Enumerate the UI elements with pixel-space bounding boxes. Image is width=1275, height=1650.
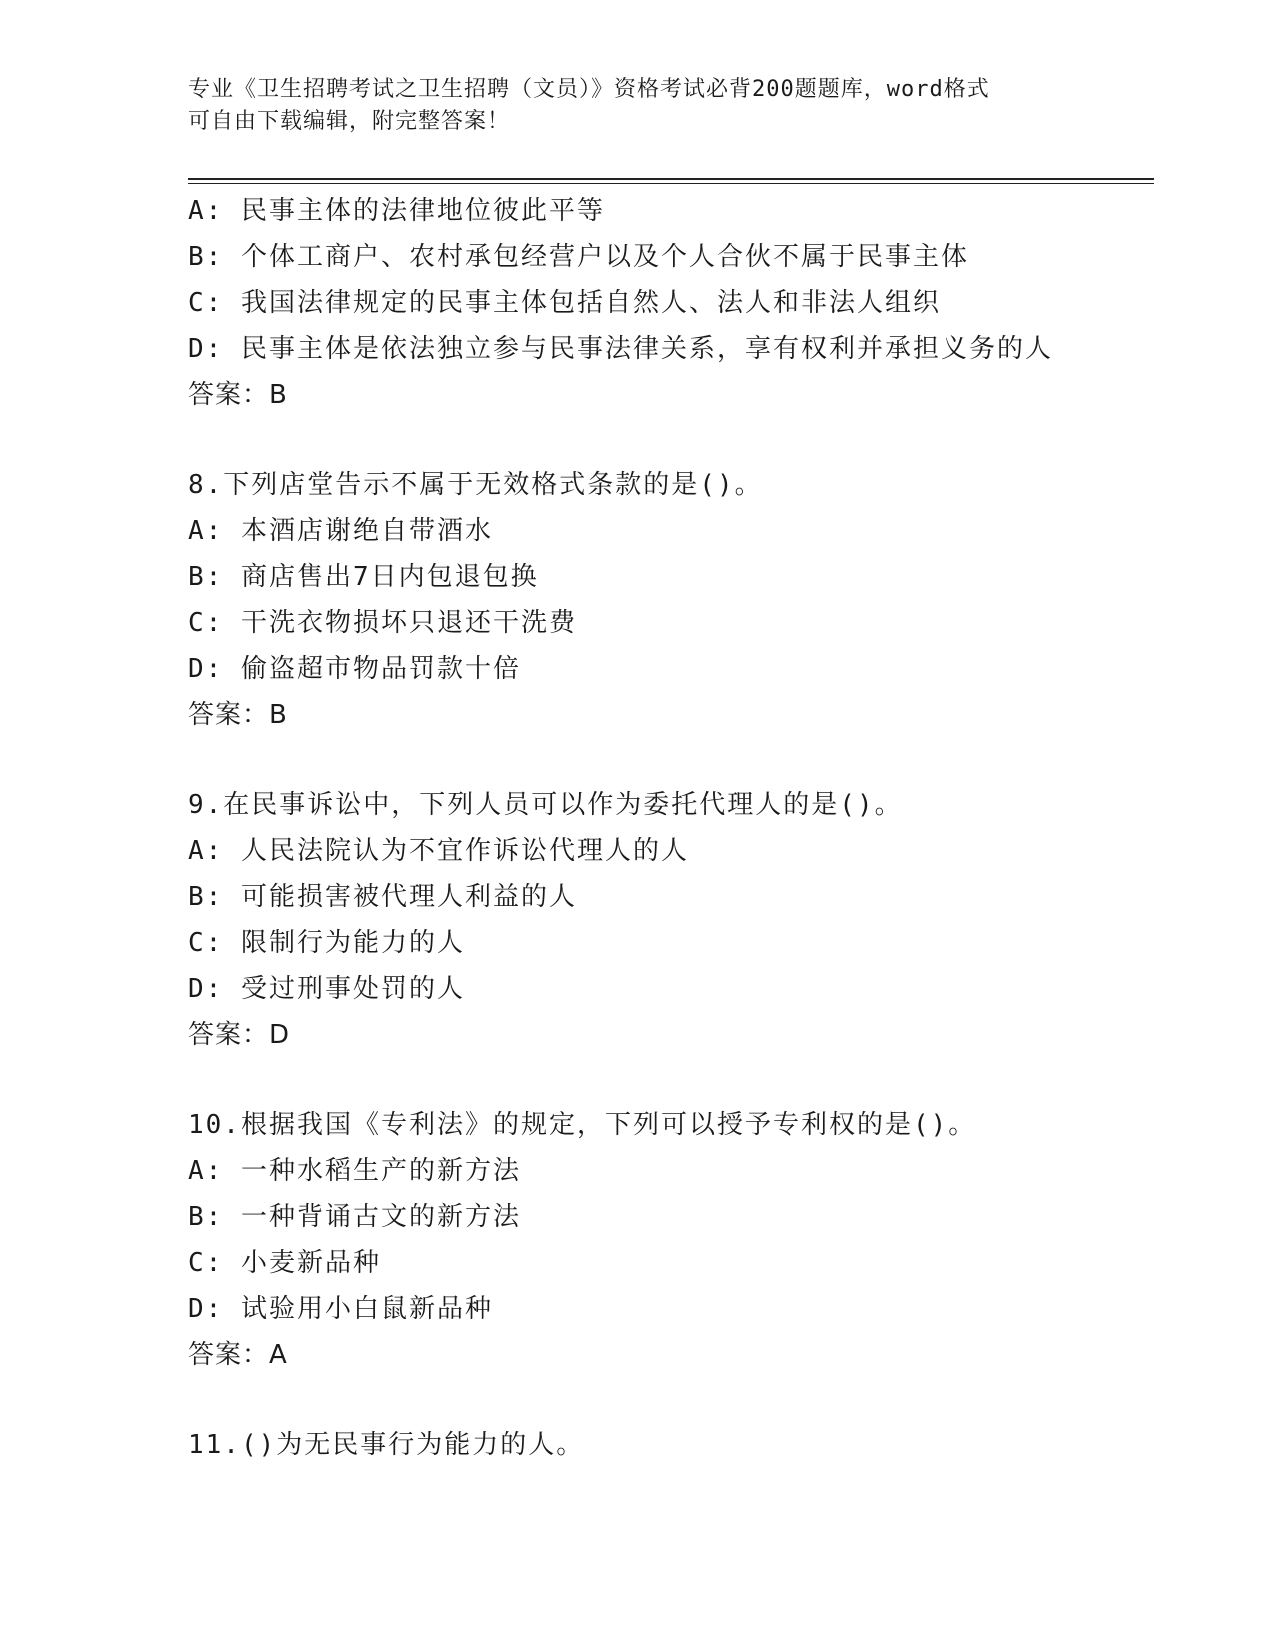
header-line-1: 专业《卫生招聘考试之卫生招聘（文员）》资格考试必背200题题库，word格式	[188, 77, 990, 102]
question-9	[188, 782, 1154, 1058]
document-header	[188, 74, 1068, 138]
answer: 答案：B	[188, 700, 288, 730]
question-11	[188, 1422, 1154, 1468]
spacer	[188, 738, 1154, 782]
answer: 答案：A	[188, 1340, 288, 1370]
answer: 答案：D	[188, 1020, 291, 1050]
header-rule-thick	[188, 178, 1154, 180]
option-d: D: 偷盗超市物品罚款十倍	[188, 654, 521, 684]
spacer	[188, 1058, 1154, 1102]
question-10	[188, 1102, 1154, 1378]
option-a: A: 本酒店谢绝自带酒水	[188, 516, 493, 546]
option-a: A: 人民法院认为不宜作诉讼代理人的人	[188, 836, 689, 866]
question-8	[188, 462, 1154, 738]
option-d: D: 民事主体是依法独立参与民事法律关系，享有权利并承担义务的人	[188, 334, 1053, 364]
question-7	[188, 188, 1154, 418]
option-c: C: 干洗衣物损坏只退还干洗费	[188, 608, 577, 638]
question-title: 10.根据我国《专利法》的规定，下列可以授予专利权的是()。	[188, 1110, 977, 1140]
header-rule-thin	[188, 183, 1154, 184]
question-title: 8.下列店堂告示不属于无效格式条款的是()。	[188, 470, 763, 500]
question-title: 9.在民事诉讼中，下列人员可以作为委托代理人的是()。	[188, 790, 903, 820]
option-b: B: 一种背诵古文的新方法	[188, 1202, 521, 1232]
header-line-2: 可自由下载编辑，附完整答案！	[188, 109, 511, 134]
option-d: D: 试验用小白鼠新品种	[188, 1294, 493, 1324]
option-a: A: 一种水稻生产的新方法	[188, 1156, 521, 1186]
option-c: C: 小麦新品种	[188, 1248, 381, 1278]
option-c: C: 我国法律规定的民事主体包括自然人、法人和非法人组织	[188, 288, 941, 318]
answer: 答案：B	[188, 380, 288, 410]
option-a: A: 民事主体的法律地位彼此平等	[188, 196, 605, 226]
option-b: B: 可能损害被代理人利益的人	[188, 882, 577, 912]
option-b: B: 个体工商户、农村承包经营户以及个人合伙不属于民事主体	[188, 242, 969, 272]
spacer	[188, 1378, 1154, 1422]
option-d: D: 受过刑事处罚的人	[188, 974, 465, 1004]
spacer	[188, 418, 1154, 462]
option-b: B: 商店售出7日内包退包换	[188, 562, 539, 592]
question-list	[188, 188, 1154, 1468]
question-title: 11.()为无民事行为能力的人。	[188, 1430, 585, 1460]
option-c: C: 限制行为能力的人	[188, 928, 465, 958]
